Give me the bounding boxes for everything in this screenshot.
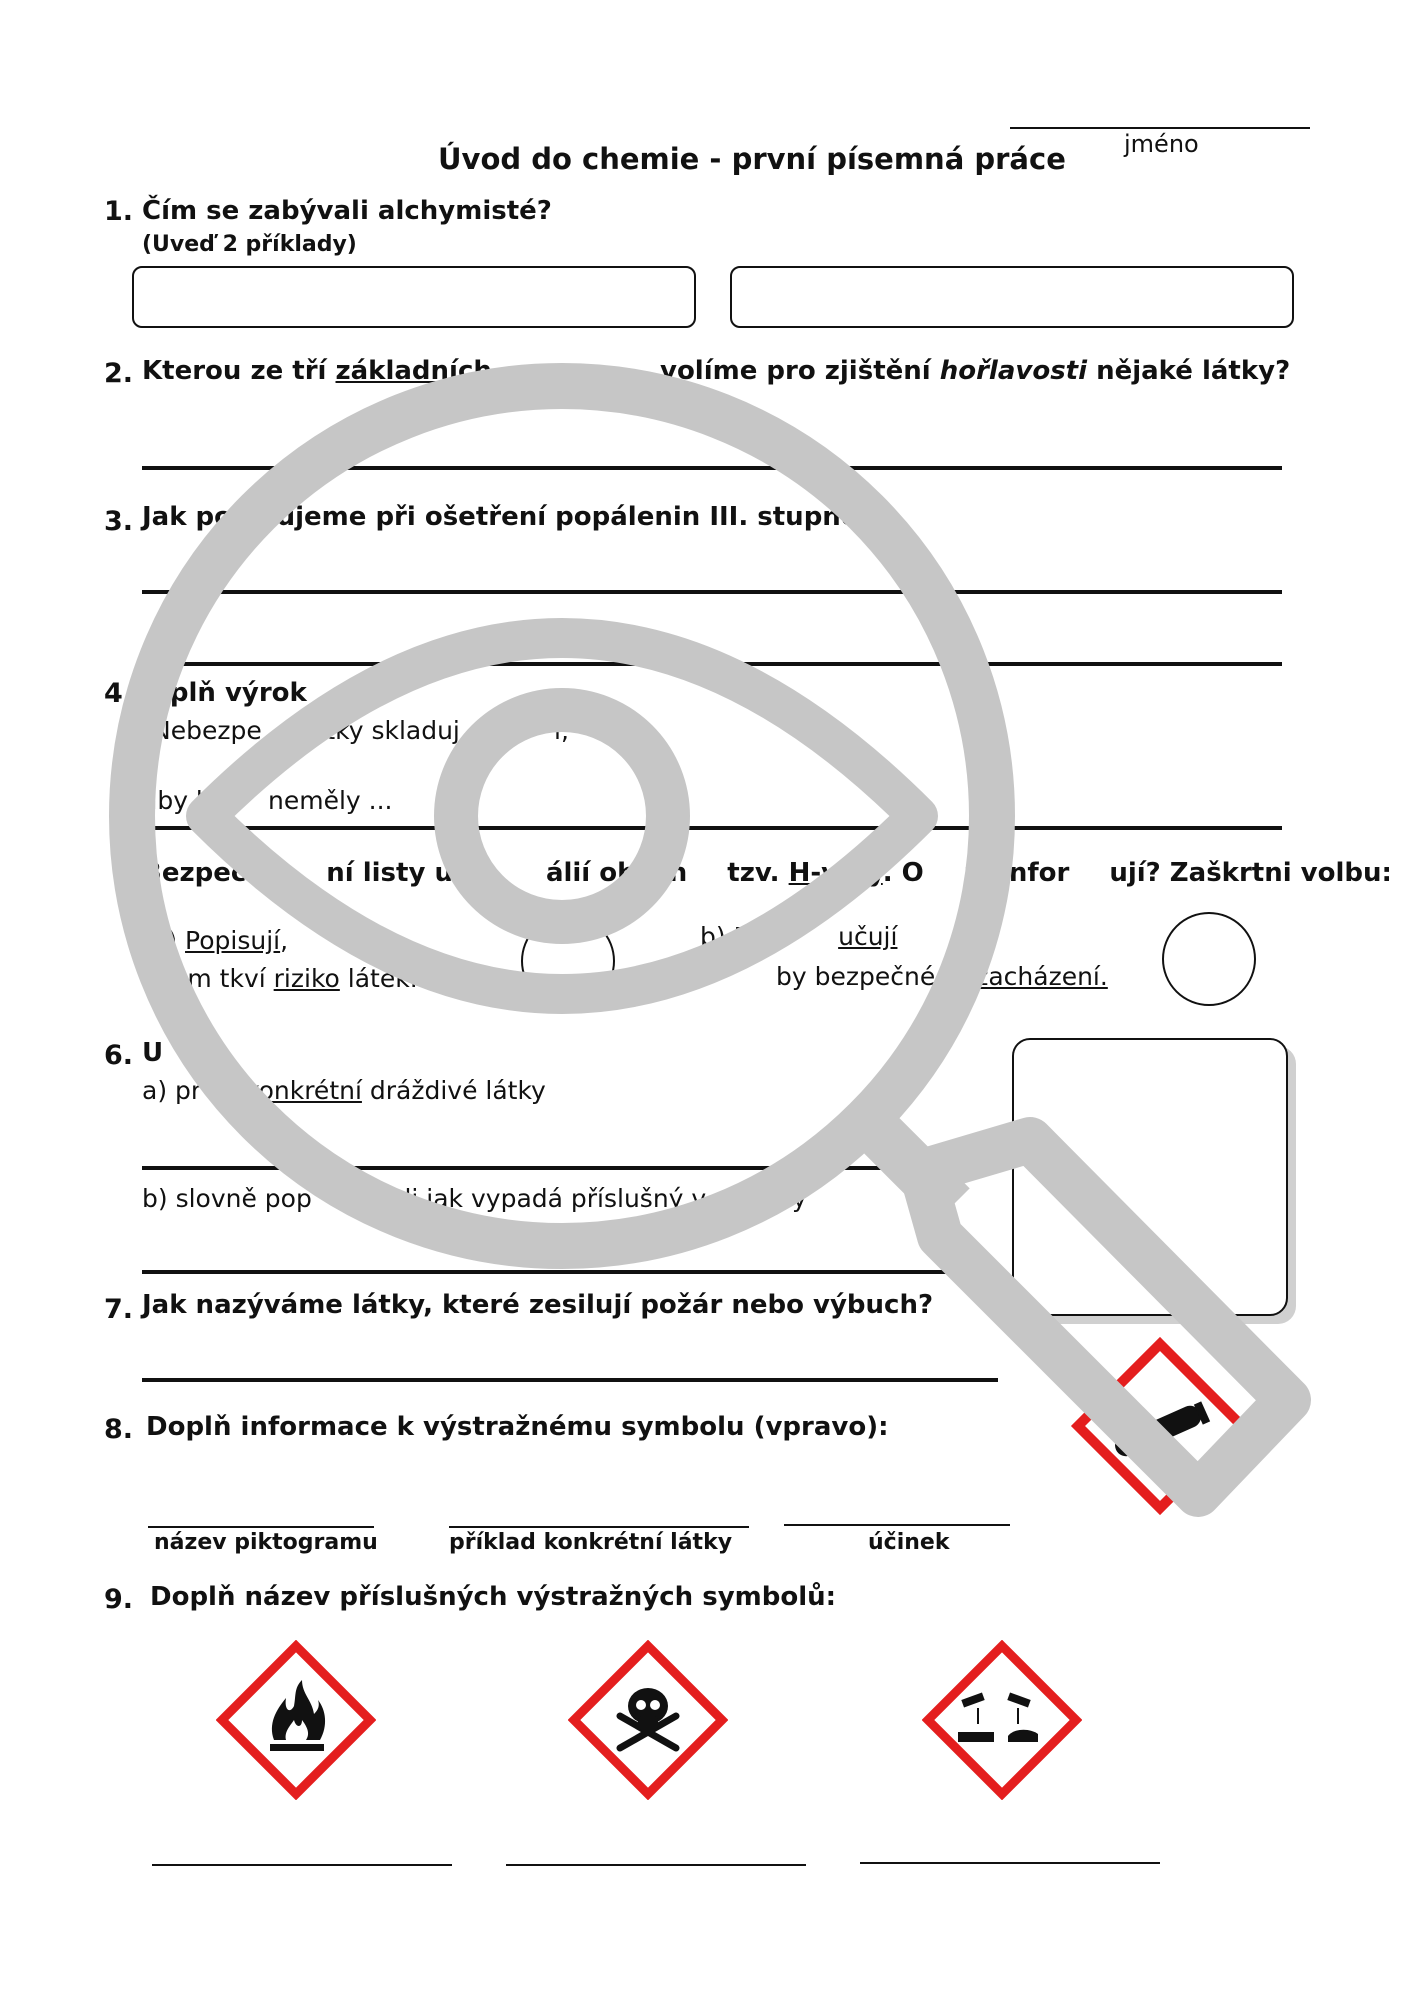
q2-number: 2. [104,358,134,389]
q9-answer-line-3[interactable] [860,1862,1160,1864]
q5-a-label: a) [152,926,186,955]
q5-b-line2-a: by bezpečné [776,962,936,991]
toxic-pictogram [568,1640,728,1800]
q4-line1-a: Nebezpe [152,716,262,745]
q5-t2: ní listy u ch [326,858,496,888]
q9-answer-line-2[interactable] [506,1864,806,1866]
q6-b-c: y sy [756,1184,807,1213]
q4-line2-a: aby k [142,786,211,815]
q7-text: Jak nazýváme látky, které zesilují požár nebo výbuch? [142,1290,934,1320]
q2-answer-line[interactable] [142,466,1282,470]
q5-text [142,858,1392,888]
q2-pre: Kterou ze tří [142,356,336,386]
q5-option-a [152,926,288,955]
q6-drawing-box[interactable] [1012,1038,1288,1316]
q3-answer-line-1[interactable] [142,590,1282,594]
q5-a-underlined: Popisují [185,926,281,955]
q4-line1-c: í, [554,716,569,745]
q4-answer-line[interactable] [142,826,1282,830]
q5-h-vety: H-věty [788,858,883,888]
q6-answer-line-a[interactable] [142,1166,998,1170]
q3-text-a: Jak po [142,502,233,532]
q5-t4: tzv. [727,858,789,888]
q2-emphasis: hořlavosti [939,356,1088,386]
q5-t3: álií obsah [545,858,688,888]
q9-text: Doplň název příslušných výstražných symbolů: [150,1582,837,1612]
q6-a-a: a) pr [142,1076,202,1105]
q6-a-underlined: konkrétní [245,1076,362,1105]
q6-title: U [142,1038,164,1068]
page-title: Úvod do chemie - první písemná práce [438,142,1066,176]
q5-a-rest: , [280,926,289,955]
q5-a-line2-a: em tkví [172,964,274,993]
q7-number: 7. [104,1294,134,1325]
q4-title: oplň výrok [152,678,307,708]
q6-a-c: dráždivé látky [361,1076,546,1105]
q7-answer-line[interactable] [142,1378,998,1382]
q4-line1-b: átky skladuj [310,716,460,745]
q5-b-underlined-1: Do [733,922,769,951]
q5-t6: m infor [963,858,1070,888]
q1-hint: (Uveď 2 příklady) [142,232,357,257]
q5-option-a-line2 [172,964,418,993]
q6-b-b: kresli jak vypadá příslušný v [351,1184,707,1213]
q5-b-underlined-2: učují [838,922,898,951]
q5-a-line2-underlined: riziko [273,964,340,993]
q1-text: Čím se zabývali alchymisté? [142,196,552,226]
flammable-pictogram [216,1640,376,1800]
q5-t7: ují? Zaškrtni volbu: [1109,858,1392,888]
q5-checkbox-a[interactable] [521,914,615,1008]
q6-answer-line-b[interactable] [142,1270,998,1274]
q2-end: nějaké látky? [1087,356,1291,386]
name-line[interactable] [1010,127,1310,129]
gas-cylinder-pictogram [1070,1336,1250,1516]
q1-number: 1. [104,196,134,227]
q8-answer-line-3[interactable] [784,1524,1010,1526]
q5-checkbox-b[interactable] [1162,912,1256,1006]
q6-a [142,1076,546,1105]
q9-number: 9. [104,1584,134,1615]
q3-answer-line-2[interactable] [142,662,1282,666]
q2-text-end [660,356,1290,386]
q5-t5: . O [882,858,924,888]
q8-number: 8. [104,1414,134,1445]
q5-option-b-line2 [776,962,1108,991]
q6-b [142,1184,807,1213]
q8-label-2: příklad konkrétní látky [449,1530,733,1555]
q8-label-3: účinek [868,1530,950,1555]
q5-b-label: b) [700,922,734,951]
q5-option-b [700,922,897,951]
q1-answer-box-2[interactable] [730,266,1294,328]
q5-b-line2-underlined: zacházení. [975,962,1108,991]
q9-answer-line-1[interactable] [152,1864,452,1866]
corrosive-pictogram [922,1640,1082,1800]
q8-label-1: název piktogramu [154,1530,378,1555]
q6-a-b: d [221,1076,245,1105]
q8-text: Doplň informace k výstražnému symbolu (vpravo): [146,1412,889,1442]
q1-answer-box-1[interactable] [132,266,696,328]
name-label: jméno [1124,130,1199,158]
q5-t1: Bezpeč [142,858,247,888]
q4-line2-b: neměly ... [268,786,393,815]
q2-underlined: základních [335,356,492,386]
q3-text-b: pujeme při ošetření popálenin III. stupně? [258,502,874,532]
q6-b-a: b) slovně pop [142,1184,312,1213]
q8-answer-line-1[interactable] [148,1526,374,1528]
q3-number: 3. [104,506,134,537]
q2-post: volíme pro zjištění [660,356,940,386]
q5-a-line2-b: látek. [339,964,418,993]
q6-number: 6. [104,1040,134,1071]
q4-number: 4. [104,678,134,709]
q8-answer-line-2[interactable] [449,1526,749,1528]
q2-text-start [142,356,492,386]
